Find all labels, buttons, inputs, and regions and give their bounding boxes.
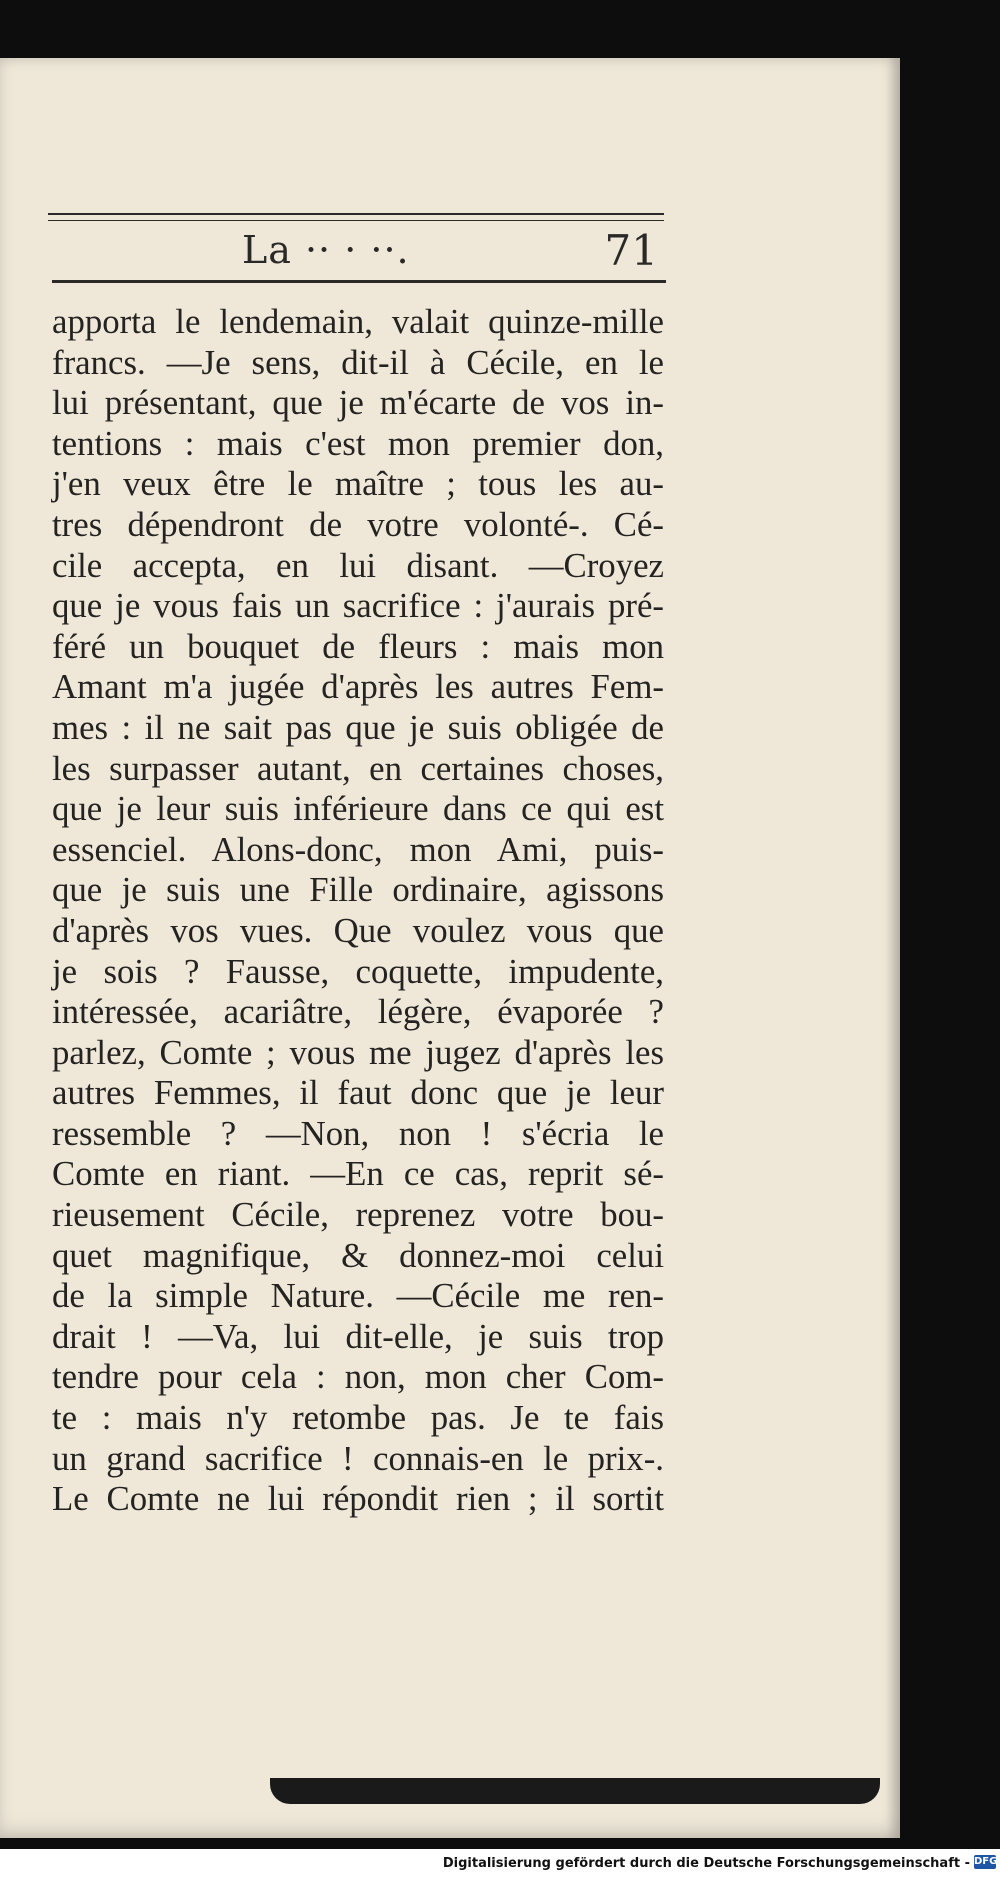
text-line: quet magnifique, & donnez-moi celui [52, 1235, 664, 1275]
body-text [52, 302, 664, 1520]
digitization-footer [0, 1849, 1000, 1877]
text-line: Comte en riant. —En ce cas, reprit sé- [52, 1154, 664, 1194]
binding-shadow [270, 1778, 880, 1804]
header-rule-top [48, 213, 664, 221]
text-line: Amant m'a jugée d'après les autres Fem- [52, 667, 664, 707]
text-line: drait ! —Va, lui dit-elle, je suis trop [52, 1316, 664, 1356]
text-line: les surpasser autant, en certaines choses, [52, 748, 664, 788]
header-rule-bottom [52, 280, 666, 287]
footer-credit: Digitalisierung gefördert durch die Deutsche Forschungsgemeinschaft - [442, 1856, 970, 1871]
text-line: d'après vos vues. Que voulez vous que [52, 910, 664, 950]
book-page [0, 58, 900, 1838]
text-line: de la simple Nature. —Cécile me ren- [52, 1276, 664, 1316]
text-line: j'en veux être le maître ; tous les au- [52, 464, 664, 504]
text-line: mes : il ne sait pas que je suis obligée de [52, 707, 664, 747]
text-line: Le Comte ne lui répondit rien ; il sortit [52, 1479, 664, 1519]
text-line: un grand sacrifice ! connais-en le prix-. [52, 1438, 664, 1478]
running-header [52, 224, 664, 278]
text-line: francs. —Je sens, dit-il à Cécile, en le [52, 342, 664, 382]
text-line: apporta le lendemain, valait quinze-mille [52, 302, 664, 341]
running-title: La ·· · ··. [242, 228, 410, 272]
text-line: essenciel. Alons-donc, mon Ami, puis- [52, 829, 664, 869]
text-line: que je vous fais un sacrifice : j'aurais pré- [52, 586, 664, 626]
text-line: ressemble ? —Non, non ! s'écria le [52, 1113, 664, 1153]
text-line: que je leur suis inférieure dans ce qui est [52, 789, 664, 829]
page-number: 71 [604, 226, 658, 275]
text-line: tendre pour cela : non, mon cher Com- [52, 1357, 664, 1397]
text-line: rieusement Cécile, reprenez votre bou- [52, 1195, 664, 1235]
text-line: cile accepta, en lui disant. —Croyez [52, 545, 664, 585]
text-line: lui présentant, que je m'écarte de vos in- [52, 383, 664, 423]
text-line: intéressée, acariâtre, légère, évaporée ? [52, 992, 664, 1032]
text-line: te : mais n'y retombe pas. Je te fais [52, 1398, 664, 1438]
text-line: parlez, Comte ; vous me jugez d'après les [52, 1032, 664, 1072]
text-line: que je suis une Fille ordinaire, agissons [52, 870, 664, 910]
text-line: féré un bouquet de fleurs : mais mon [52, 626, 664, 666]
text-line: autres Femmes, il faut donc que je leur [52, 1073, 664, 1113]
text-line: tres dépendront de votre volonté-. Cé- [52, 504, 664, 544]
dfg-logo: DFG [974, 1856, 998, 1867]
text-line: je sois ? Fausse, coquette, impudente, [52, 951, 664, 991]
text-line: tentions : mais c'est mon premier don, [52, 423, 664, 463]
